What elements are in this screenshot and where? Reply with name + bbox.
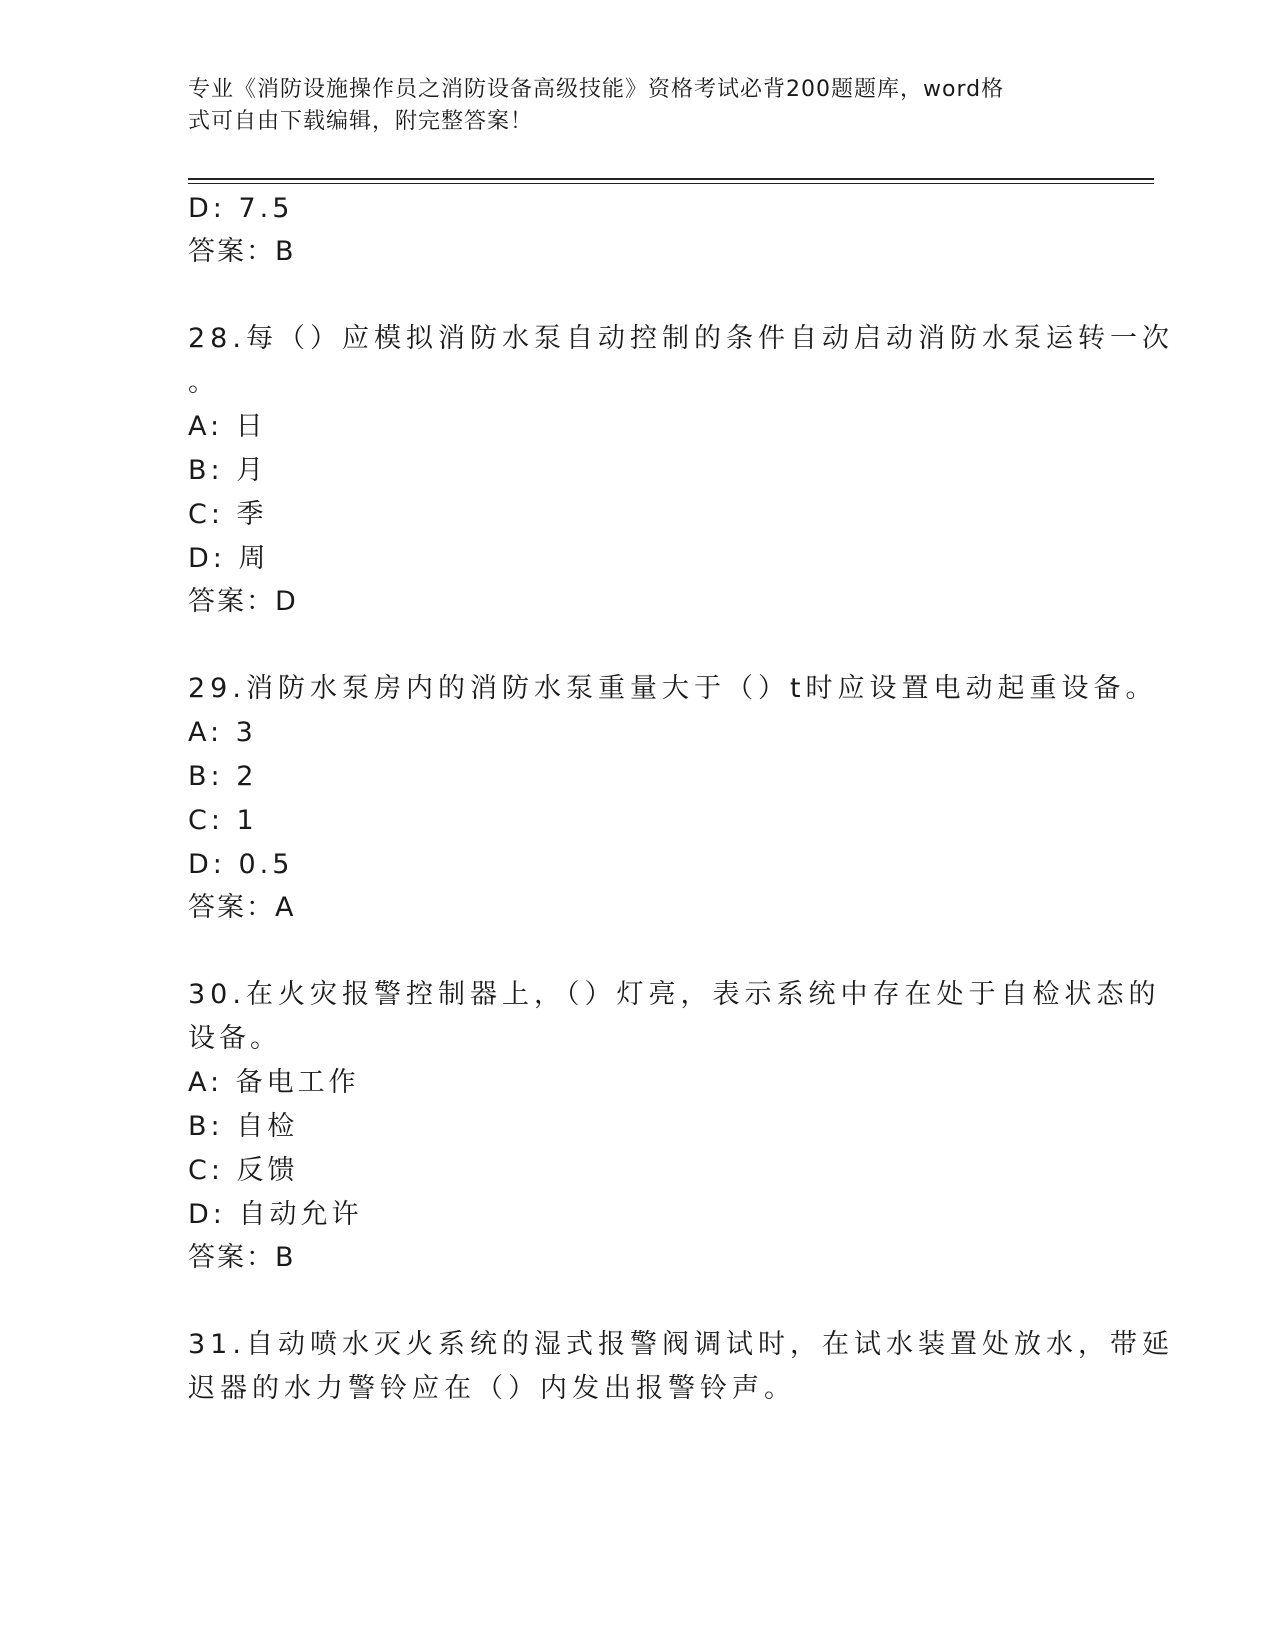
q29-text-line-1: 29.消防水泵房内的消防水泵重量大于（）t时应设置电动起重设备。 bbox=[188, 673, 1158, 704]
q30-option-a: A: 备电工作 bbox=[188, 1067, 360, 1098]
q30-text-line-2: 设备。 bbox=[188, 1023, 281, 1054]
q29-option-b: B: 2 bbox=[188, 761, 258, 792]
prev-option-d: D: 7.5 bbox=[188, 193, 294, 224]
q28-option-b: B: 月 bbox=[188, 455, 268, 486]
q30-option-c: C: 反馈 bbox=[188, 1155, 299, 1186]
q29-answer: 答案：A bbox=[188, 892, 296, 923]
q29-option-a: A: 3 bbox=[188, 717, 257, 748]
q28-text-line-2: 。 bbox=[188, 367, 219, 398]
q28-option-d: D: 周 bbox=[188, 543, 270, 574]
q31-text-line-2: 迟器的水力警铃应在（）内发出报警铃声。 bbox=[188, 1373, 796, 1404]
header-line-2: 式可自由下载编辑，附完整答案！ bbox=[188, 109, 534, 134]
q28-text-line-1: 28.每（）应模拟消防水泵自动控制的条件自动启动消防水泵运转一次 bbox=[188, 323, 1174, 354]
q28-option-a: A: 日 bbox=[188, 411, 267, 442]
q29-option-c: C: 1 bbox=[188, 805, 258, 836]
q30-option-d: D: 自动允许 bbox=[188, 1199, 363, 1230]
prev-answer: 答案：B bbox=[188, 236, 296, 267]
header-divider-top bbox=[188, 178, 1154, 180]
document-header bbox=[188, 74, 1068, 138]
q30-option-b: B: 自检 bbox=[188, 1111, 299, 1142]
header-divider-bottom bbox=[188, 183, 1154, 184]
q31-text-line-1: 31.自动喷水灭火系统的湿式报警阀调试时，在试水装置处放水，带延 bbox=[188, 1329, 1174, 1360]
q30-answer: 答案：B bbox=[188, 1242, 296, 1273]
q30-text-line-1: 30.在火灾报警控制器上，（）灯亮，表示系统中存在处于自检状态的 bbox=[188, 979, 1161, 1010]
header-line-1: 专业《消防设施操作员之消防设备高级技能》资格考试必背200题题库，word格 bbox=[188, 77, 1005, 102]
q29-option-d: D: 0.5 bbox=[188, 849, 294, 880]
q28-answer: 答案：D bbox=[188, 586, 298, 617]
q28-option-c: C: 季 bbox=[188, 499, 268, 530]
